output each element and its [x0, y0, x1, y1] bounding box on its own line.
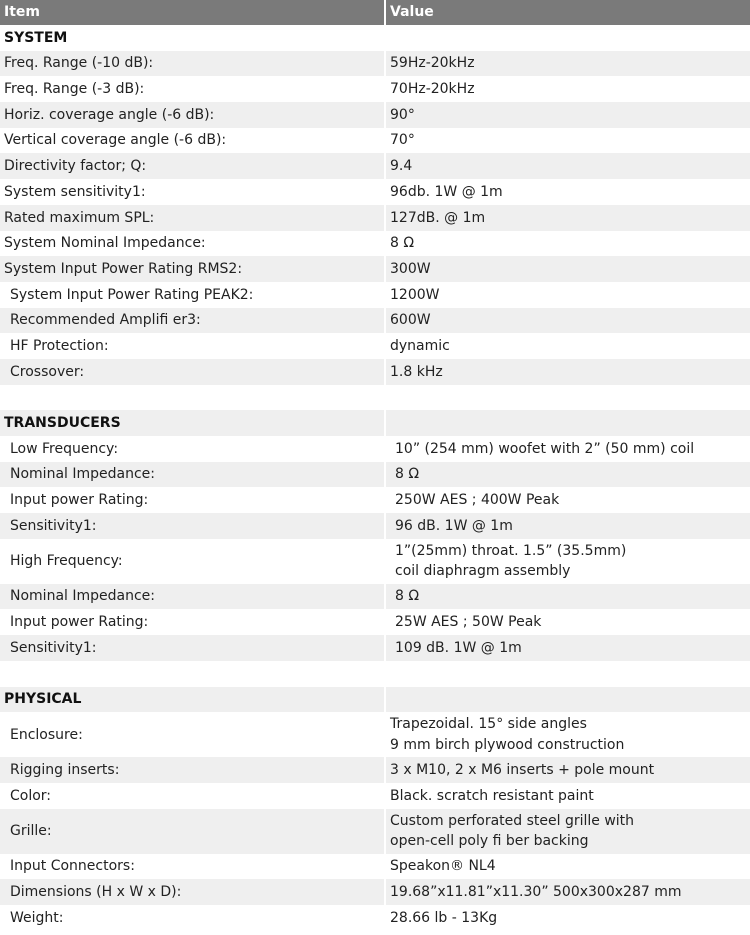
table-row	[0, 76, 750, 102]
spec-value-line: 19.68”x11.81”x11.30” 500x300x287 mm	[390, 883, 682, 900]
spec-value	[386, 783, 750, 809]
section-title: PHYSICAL	[0, 687, 384, 713]
spec-value-line: coil diaphragm assembly	[395, 563, 571, 580]
header-item: Item	[0, 0, 384, 25]
spec-value	[386, 153, 750, 179]
spec-value-line: 10” (254 mm) woofet with 2” (50 mm) coil	[395, 440, 695, 457]
spec-value	[386, 687, 750, 713]
spec-value-line: Trapezoidal. 15° side angles	[390, 716, 587, 733]
spec-value-line: 28.66 lb - 13Kg	[390, 909, 498, 926]
spec-value-line: 9 mm birch plywood construction	[390, 736, 625, 753]
table-header	[0, 0, 750, 25]
spec-value-line: 127dB. @ 1m	[390, 209, 486, 226]
table-row	[0, 712, 750, 757]
spec-label: System Input Power Rating RMS2:	[0, 256, 384, 282]
spec-value	[386, 854, 750, 880]
spec-value-line: 109 dB. 1W @ 1m	[395, 639, 522, 656]
spec-value-line: Black. scratch resistant paint	[390, 787, 594, 804]
spec-value	[386, 809, 750, 854]
table-row	[0, 635, 750, 661]
table-row	[0, 584, 750, 610]
spec-value-line: 3 x M10, 2 x M6 inserts + pole mount	[390, 761, 655, 778]
spec-value-line: 8 Ω	[395, 588, 420, 605]
spec-value-line: 70Hz-20kHz	[390, 81, 475, 98]
spec-value	[386, 359, 750, 385]
spec-value	[386, 905, 750, 931]
spec-label	[0, 385, 384, 411]
spec-value-line: 96 dB. 1W @ 1m	[395, 517, 513, 534]
spec-value-line: 250W AES ; 400W Peak	[395, 492, 560, 509]
spec-label: Rigging inserts:	[0, 757, 384, 783]
spec-label: Crossover:	[0, 359, 384, 385]
spec-value	[386, 712, 750, 757]
spec-value	[386, 436, 750, 462]
spec-label: System sensitivity1:	[0, 179, 384, 205]
spec-value	[386, 757, 750, 783]
spec-label: Dimensions (H x W x D):	[0, 879, 384, 905]
table-row	[0, 809, 750, 854]
spec-value-line: Custom perforated steel grille with	[390, 812, 635, 829]
spec-value	[386, 179, 750, 205]
spec-label: Grille:	[0, 809, 384, 854]
spec-label: Enclosure:	[0, 712, 384, 757]
section-row	[0, 410, 750, 436]
table-row	[0, 854, 750, 880]
spec-label: Low Frequency:	[0, 436, 384, 462]
spec-label	[0, 661, 384, 687]
table-row	[0, 609, 750, 635]
spec-value	[386, 584, 750, 610]
table-row	[0, 513, 750, 539]
spec-value-line: 8 Ω	[395, 466, 420, 483]
spec-value	[386, 462, 750, 488]
spec-value	[386, 102, 750, 128]
spec-label: Input power Rating:	[0, 609, 384, 635]
spec-value-line: 25W AES ; 50W Peak	[395, 614, 542, 631]
spec-value	[386, 308, 750, 334]
table-row	[0, 757, 750, 783]
spec-label: Input Connectors:	[0, 854, 384, 880]
table-row	[0, 308, 750, 334]
spec-label: Freq. Range (-3 dB):	[0, 76, 384, 102]
spec-label: Vertical coverage angle (-6 dB):	[0, 128, 384, 154]
section-title: TRANSDUCERS	[0, 410, 384, 436]
spec-label: Horiz. coverage angle (-6 dB):	[0, 102, 384, 128]
table-row	[0, 282, 750, 308]
table-row	[0, 205, 750, 231]
table-row	[0, 333, 750, 359]
spec-label: Nominal Impedance:	[0, 584, 384, 610]
spec-value	[386, 128, 750, 154]
spec-value-line: 59Hz-20kHz	[390, 55, 475, 72]
spec-label: Input power Rating:	[0, 487, 384, 513]
header-value: Value	[386, 0, 750, 25]
spec-value	[386, 513, 750, 539]
spec-value-line: 8 Ω	[390, 235, 415, 252]
spec-value	[386, 609, 750, 635]
spec-label: Rated maximum SPL:	[0, 205, 384, 231]
spec-value	[386, 282, 750, 308]
table-row	[0, 879, 750, 905]
spec-value	[386, 661, 750, 687]
spec-label: Nominal Impedance:	[0, 462, 384, 488]
spec-label: System Input Power Rating PEAK2:	[0, 282, 384, 308]
spec-value	[386, 76, 750, 102]
spec-value-line: 1”(25mm) throat. 1.5” (35.5mm)	[395, 542, 627, 559]
spec-value	[386, 410, 750, 436]
spec-value-line: 1.8 kHz	[390, 363, 443, 380]
section-title: SYSTEM	[0, 25, 384, 51]
spec-label: Sensitivity1:	[0, 635, 384, 661]
spec-value-line: 600W	[390, 312, 431, 329]
table-row	[0, 231, 750, 257]
spec-value	[386, 256, 750, 282]
spec-value	[386, 51, 750, 77]
spec-value-line: 9.4	[390, 158, 413, 175]
table-row	[0, 487, 750, 513]
table-row	[0, 462, 750, 488]
spec-value	[386, 385, 750, 411]
spec-value	[386, 487, 750, 513]
spec-label: Color:	[0, 783, 384, 809]
spec-label: Recommended Amplifi er3:	[0, 308, 384, 334]
spec-value-line: 70°	[390, 132, 415, 149]
spec-value-line: 1200W	[390, 286, 440, 303]
table-row	[0, 539, 750, 584]
spec-label: Directivity factor; Q:	[0, 153, 384, 179]
table-row	[0, 153, 750, 179]
spec-label: Freq. Range (-10 dB):	[0, 51, 384, 77]
table-row	[0, 359, 750, 385]
table-row	[0, 179, 750, 205]
table-row	[0, 256, 750, 282]
section-row	[0, 25, 750, 51]
spec-value-line: 300W	[390, 260, 431, 277]
spec-value	[386, 205, 750, 231]
spec-value	[386, 635, 750, 661]
spec-value-line: Speakon® NL4	[390, 858, 496, 875]
spacer-row	[0, 661, 750, 687]
spec-label: Weight:	[0, 905, 384, 931]
table-row	[0, 51, 750, 77]
section-row	[0, 687, 750, 713]
table-row	[0, 436, 750, 462]
spec-value-line: dynamic	[390, 337, 450, 354]
spec-label: Sensitivity1:	[0, 513, 384, 539]
spec-value	[386, 25, 750, 51]
spec-value	[386, 539, 750, 584]
spec-value-line: 90°	[390, 106, 415, 123]
spec-value	[386, 333, 750, 359]
table-row	[0, 783, 750, 809]
table-row	[0, 905, 750, 931]
spec-label: High Frequency:	[0, 539, 384, 584]
table-row	[0, 128, 750, 154]
spec-value-line: 96db. 1W @ 1m	[390, 183, 503, 200]
table-row	[0, 102, 750, 128]
spec-value-line: open-cell poly fi ber backing	[390, 833, 589, 850]
spec-label: HF Protection:	[0, 333, 384, 359]
spec-value	[386, 879, 750, 905]
spec-label: System Nominal Impedance:	[0, 231, 384, 257]
spec-value	[386, 231, 750, 257]
spacer-row	[0, 385, 750, 411]
